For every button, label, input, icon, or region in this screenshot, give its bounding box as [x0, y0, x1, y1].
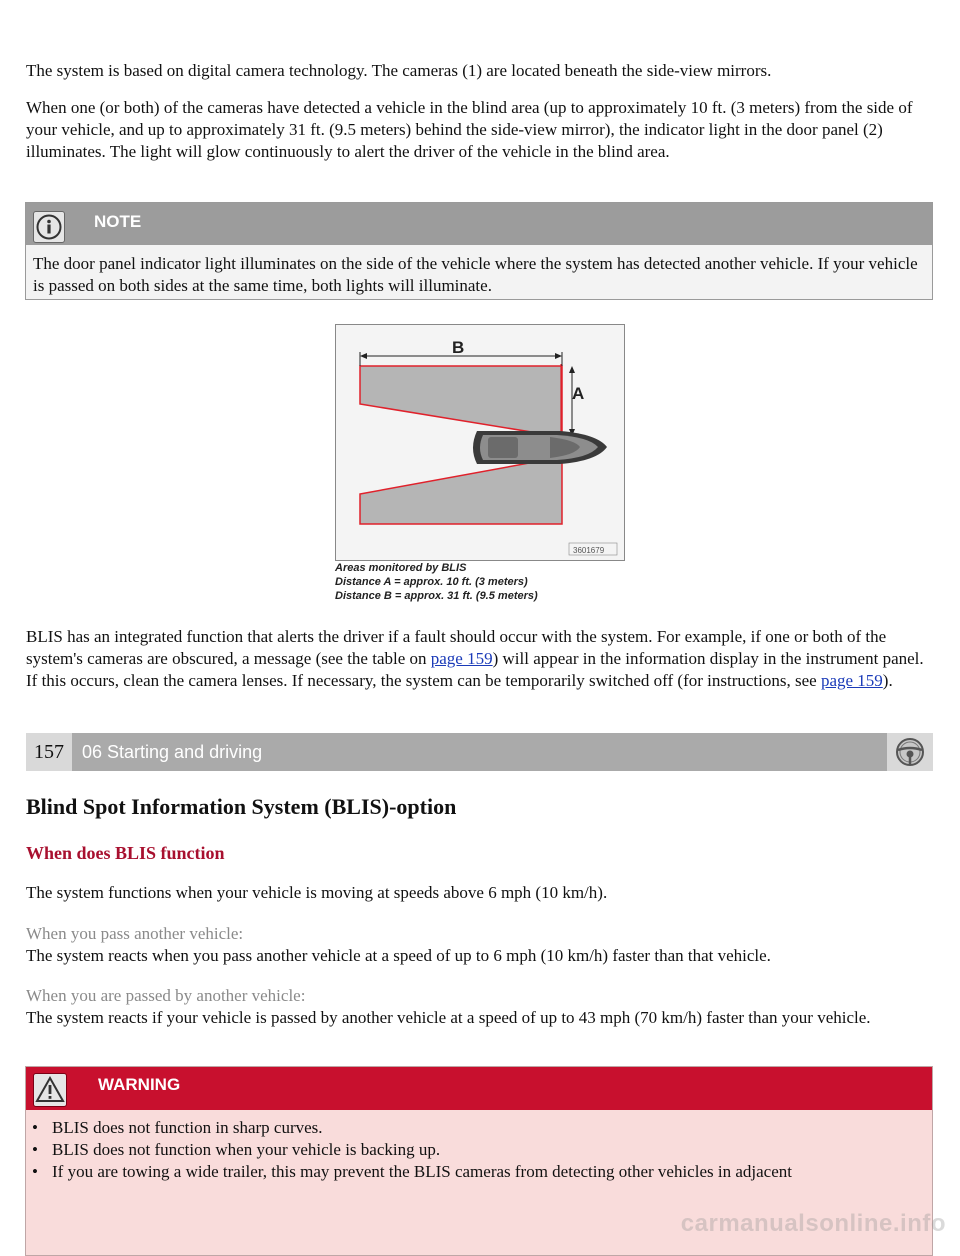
pass-text: The system reacts when you pass another vehicle at a speed of up to 6 mph (10 km/h) faster than that vehicle.: [26, 946, 771, 965]
section-header-bar: [26, 733, 933, 771]
section-title: 06 Starting and driving: [82, 742, 263, 762]
intro-paragraph-1: The system is based on digital camera technology. The cameras (1) are located beneath the side-view mirrors.: [26, 61, 772, 80]
caption-line-1: Areas monitored by BLIS: [335, 562, 467, 574]
speed-paragraph: The system functions when your vehicle is moving at speeds above 6 mph (10 km/h).: [26, 883, 608, 902]
subheading: When does BLIS function: [26, 843, 225, 863]
passed-lead: When you are passed by another vehicle:: [26, 986, 306, 1005]
note-title: NOTE: [94, 212, 142, 231]
note-box: [25, 202, 933, 300]
caption-line-2: Distance A = approx. 10 ft. (3 meters): [335, 576, 528, 588]
watermark: carmanualsonline.info: [680, 1210, 946, 1237]
label-a: A: [572, 384, 585, 403]
page-159-link-2[interactable]: page 159: [820, 671, 883, 690]
caption-line-3: Distance B = approx. 31 ft. (9.5 meters): [335, 590, 538, 602]
page-title: Blind Spot Information System (BLIS)-option: [26, 794, 457, 819]
warning-list: [26, 1117, 932, 1183]
info-icon: [33, 211, 65, 243]
warning-item: • BLIS does not function when your vehicle is backing up.: [52, 1139, 932, 1161]
figure-code: 3601679: [573, 546, 605, 555]
fault-paragraph: BLIS has an integrated function that alerts the driver if a fault should occur with the system. For example, if one or both of the system's cameras are obscured, a message (see the table on page 159) will appear in the information display in the instrument panel. If this occurs, clean the camera lenses. If necessary, the system can be temporarily switched off (for instructions, see page 159).: [26, 627, 924, 690]
passed-text: The system reacts if your vehicle is passed by another vehicle at a speed of up to 43 mph (70 km/h) faster than your vehicle.: [26, 1008, 871, 1027]
figure-caption: [335, 561, 655, 603]
page-number: 157: [26, 733, 72, 771]
pass-lead: When you pass another vehicle:: [26, 924, 244, 943]
note-text: The door panel indicator light illuminates on the side of the vehicle where the system has detected another vehicle. If your vehicle is passed on both sides at the same time, both lights will illuminate.: [33, 254, 918, 295]
warning-item: • BLIS does not function in sharp curves.: [52, 1117, 932, 1139]
warning-header: [26, 1067, 932, 1110]
page-159-link[interactable]: page 159: [430, 649, 493, 668]
note-header: [26, 203, 932, 245]
passed-section: [26, 985, 931, 1029]
car-icon: [473, 431, 607, 464]
label-b: B: [452, 338, 465, 357]
warning-triangle-icon: [33, 1073, 67, 1107]
steering-wheel-icon: [887, 733, 933, 771]
warning-title: WARNING: [98, 1075, 181, 1094]
warning-item: • If you are towing a wide trailer, this may prevent the BLIS cameras from detecting other vehicles in adjacent: [52, 1161, 932, 1183]
pass-section: [26, 923, 931, 967]
intro-paragraph-2: When one (or both) of the cameras have detected a vehicle in the blind area (up to approximately 10 ft. (3 meters) from the side of your vehicle, and up to approximately 31 ft. (9.5 meters) behind the side-view mirror), the indicator light in the door panel (2) illuminates. The light will glow continuously to alert the driver of the vehicle in the blind area.: [26, 98, 913, 161]
